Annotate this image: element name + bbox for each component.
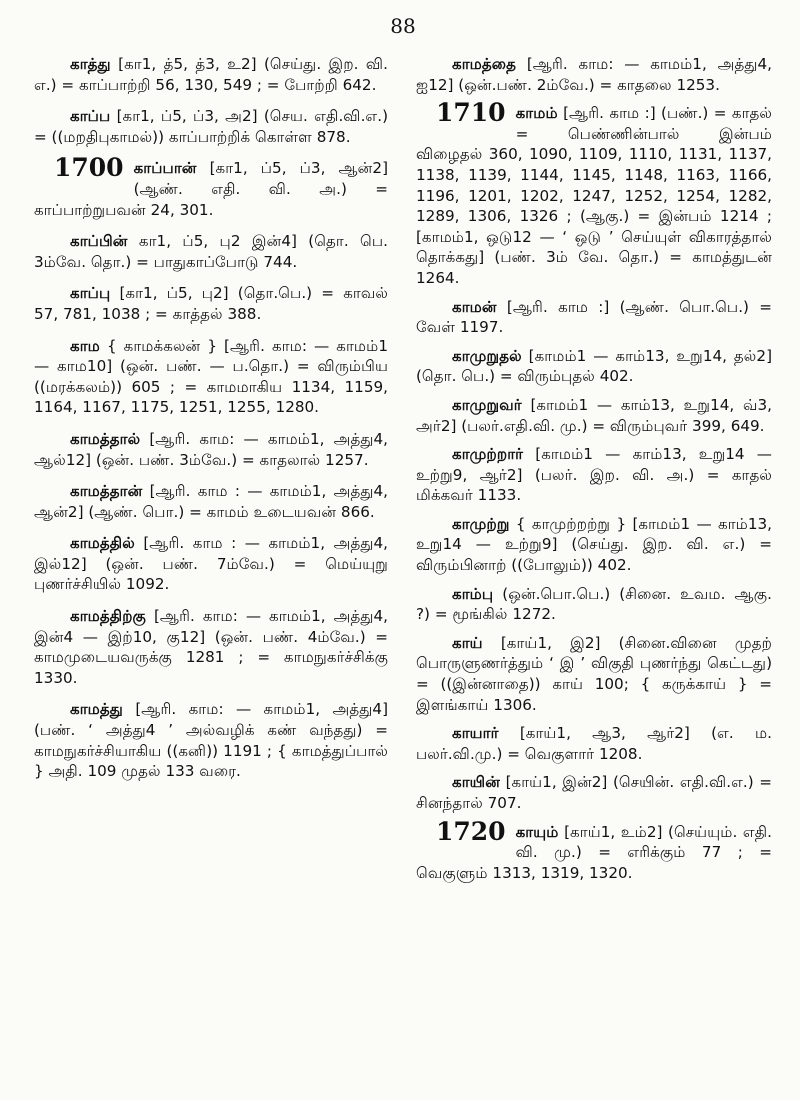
- headword: காமத்திற்கு: [70, 607, 146, 626]
- dictionary-entry: [34, 54, 388, 95]
- dictionary-entry: [34, 231, 388, 272]
- entry-body: [34, 429, 388, 470]
- entry-body: [416, 514, 772, 576]
- headword: காய்: [452, 633, 483, 652]
- dictionary-entry: [416, 54, 772, 95]
- entry-body: [34, 106, 388, 147]
- dictionary-entry: [34, 429, 388, 470]
- dictionary-entry: [34, 283, 388, 324]
- entry-definition: [ஆரி. காம: — காமம்1, அத்து4, ஆல்12] (ஒன். பண். 3ம்வே.) = காதலால் 1257.: [34, 429, 389, 469]
- dictionary-entry: [416, 346, 772, 387]
- columns: [34, 54, 772, 891]
- headword: காமுறுவர்: [452, 395, 522, 414]
- dictionary-entry: [34, 533, 388, 595]
- entry-definition: [காமம்1 — காம்13, உறு14, தல்2] (தொ. பெ.) = விரும்புதல் 402.: [416, 346, 772, 386]
- entry-body: [416, 772, 772, 813]
- dictionary-entry: [34, 481, 388, 522]
- entry-body: [34, 606, 388, 688]
- entry-body: [34, 336, 388, 418]
- entry-body: [34, 699, 388, 781]
- entry-definition: [ஆரி. காம: — காமம்1, அத்து4, ஐ12] (ஒன்.பண். 2ம்வே.) = காதலை 1253.: [416, 55, 773, 94]
- headword: காயின்: [452, 773, 500, 792]
- dictionary-entry: [416, 772, 772, 813]
- entry-definition: [காமம்1 — காம்13, உறு14, வ்3, அர்2] (பலர்.எதி.வி. மு.) = விரும்புவர் 399, 649.: [416, 395, 773, 435]
- headword: காப்ப: [70, 107, 111, 126]
- entry-body: [34, 481, 388, 522]
- headword: காமத்து: [70, 700, 123, 719]
- dictionary-entry: [416, 395, 772, 436]
- entry-definition: [கா1, ப்5, ப்3, அ2] (செய. எதி.வி.எ.) = ((மறதிபுகாமல்)) காப்பாற்றிக் கொள்ள 878.: [34, 107, 388, 146]
- entry-number: 1720: [436, 816, 506, 846]
- dictionary-entry: [416, 723, 772, 764]
- entry-definition: [காய்1, உம்2] (செய்யும். எதி. வி. மு.) = எரிக்கும் 77 ; = வெகுளும் 1313, 1319, 1320.: [416, 822, 773, 882]
- dictionary-entry: [416, 98, 772, 288]
- entry-body: [34, 283, 388, 324]
- entry-definition: [ஆரி. காம: — காமம்1, அத்து4] (பண். ‘ அத்து4 ’ அல்வழிக் கண் வந்தது) = காமநுகர்ச்சியாகிய ((கனி)) 1191 ; { காமத்துப்பால் } அதி. 109 முதல் 133 வரை.: [34, 700, 388, 781]
- entry-definition: [கா1, த்5, த்3, உ2] (செய்து. இற. வி. எ.) = காப்பாற்றி 56, 130, 549 ; = போற்றி 642.: [34, 55, 389, 94]
- entry-definition: [காய்1, இ2] (சினை.வினை முதற் பொருளுணர்த்தும் ‘ இ ’ விகுதி புணர்ந்து கெட்டது) = ((இன்னாதை)) காய் 100; { கருக்காய் } = இளங்காய் 1306.: [416, 633, 773, 714]
- headword: காத்து: [70, 55, 111, 73]
- headword: காமுற்று: [452, 514, 510, 533]
- entry-body: [416, 103, 772, 288]
- page-number: 88: [390, 14, 416, 38]
- headword: காமத்தால்: [70, 429, 141, 448]
- headword: காம்பு: [452, 584, 494, 603]
- headword: காமம்: [515, 104, 558, 123]
- entry-body: [416, 54, 772, 95]
- dictionary-entry: [416, 633, 772, 715]
- entry-body: [34, 533, 388, 595]
- entry-body: [416, 633, 772, 715]
- entry-definition: [கா1, ப்5, ப்3, ஆன்2] (ஆண். எதி. வி. அ.) = காப்பாற்றுபவன் 24, 301.: [34, 159, 388, 219]
- headword: காயும்: [515, 822, 559, 841]
- headword: காமத்தில்: [70, 534, 135, 553]
- entry-definition: [ஆரி. காம: — காமம்1, அத்து4, இன்4 — இற்10, கு12] (ஒன். பண். 4ம்வே.) = காமமுடையவருக்கு 1281 ; = காமநுகர்ச்சிக்கு 1330.: [34, 607, 389, 687]
- entry-body: [416, 723, 772, 764]
- dictionary-entry: [34, 106, 388, 147]
- dictionary-entry: [416, 444, 772, 506]
- entry-definition: [காமம்1 — காம்13, உறு14 — உற்று9, ஆர்2] (பலர். இற. வி. அ.) = காதல் மிக்கவர் 1133.: [416, 445, 772, 505]
- entry-definition: [காய்1, ஆ3, ஆர்2] (எ. ம. பலர்.வி.மு.) = வெகுளார் 1208.: [416, 724, 773, 763]
- entry-definition: { காமக்கலன் } [ஆரி. காம: — காமம்1 — காம10] (ஒன். பண். — ப.தொ.) = விரும்பிய ((மரக்கலம்)) 605 ; = காமமாகிய 1134, 1159, 1164, 1167, 1175, 1251, 1255, 1280.: [34, 336, 389, 417]
- entry-body: [416, 346, 772, 387]
- entry-body: [416, 395, 772, 436]
- dictionary-entry: [34, 336, 388, 418]
- entry-definition: கா1, ப்5, பு2 இன்4] (தொ. பெ. 3ம்வே. தொ.) = பாதுகாப்போடு 744.: [34, 232, 388, 271]
- headword: காம: [70, 336, 100, 355]
- entry-body: [416, 444, 772, 506]
- dictionary-entry: [416, 816, 773, 884]
- entry-body: [34, 231, 388, 272]
- entry-definition: { காமுற்றற்று } [காமம்1 — காம்13, உறு14 — உற்று9] (செய்து. இற. வி. எ.) = விரும்பினாற் ((போலும்)) 402.: [416, 514, 773, 575]
- headword: காப்பின்: [70, 232, 128, 251]
- headword: காமன்: [452, 297, 497, 316]
- entry-number: 1700: [54, 153, 124, 183]
- right-column: [416, 54, 772, 891]
- headword: காப்பான்: [133, 159, 197, 178]
- headword: காமத்தான்: [70, 482, 143, 501]
- headword: காயார்: [452, 724, 499, 743]
- dictionary-entry: [34, 606, 388, 688]
- dictionary-entry: [34, 153, 388, 220]
- entry-body: [34, 54, 388, 95]
- entry-body: [416, 584, 772, 625]
- headword: காமுறுதல்: [452, 346, 522, 365]
- headword: காமத்தை: [452, 55, 517, 73]
- entry-definition: [ஆரி. காம : — காமம்1, அத்து4, இல்12] (ஒன். பண். 7ம்வே.) = மெய்யுறு புணர்ச்சியில் 1092.: [34, 534, 388, 594]
- headword: காமுற்றார்: [452, 445, 524, 464]
- entry-definition: [ஆரி. காம : — காமம்1, அத்து4, ஆன்2] (ஆண். பொ.) = காமம் உடையவன் 866.: [34, 482, 388, 521]
- entry-body: [416, 297, 772, 338]
- entry-definition: [ஆரி. காம :] (பண்.) = காதல் = பெண்ணின்பால் இன்பம் விழைதல் 360, 1090, 1109, 1110, 1131, 1137, 1138, 1139, 1144, 1145, 1148, 1163, 1166, 1196, 1201, 1202, 1247, 1252, 1254, 1282, 1289, 1306, 1326 ; (ஆகு.) = இன்பம் 1214 ; [காமம்1, ஒடு12 — ‘ ஒடு ’ செய்யுள் விகாரத்தால் தொக்கது] (பண். 3ம் வே. தொ.) = காமத்துடன் 1264.: [416, 104, 772, 287]
- left-column: [34, 54, 388, 891]
- entry-definition: [கா1, ப்5, பு2] (தொ.பெ.) = காவல் 57, 781, 1038 ; = காத்தல் 388.: [34, 284, 388, 323]
- dictionary-entry: [416, 584, 772, 625]
- entry-definition: [காய்1, இன்2] (செயின். எதி.வி.எ.) = சினந்தால் 707.: [416, 773, 773, 812]
- dictionary-entry: [416, 297, 772, 338]
- entry-definition: (ஒன்.பொ.பெ.) (சினை. உவம. ஆகு. ?) = மூங்கில் 1272.: [416, 584, 772, 624]
- dictionary-entry: [34, 699, 388, 781]
- entry-definition: [ஆரி. காம :] (ஆண். பொ.பெ.) = வேள் 1197.: [416, 297, 773, 337]
- headword: காப்பு: [70, 284, 111, 303]
- entry-number: 1710: [436, 98, 506, 128]
- dictionary-entry: [416, 514, 772, 576]
